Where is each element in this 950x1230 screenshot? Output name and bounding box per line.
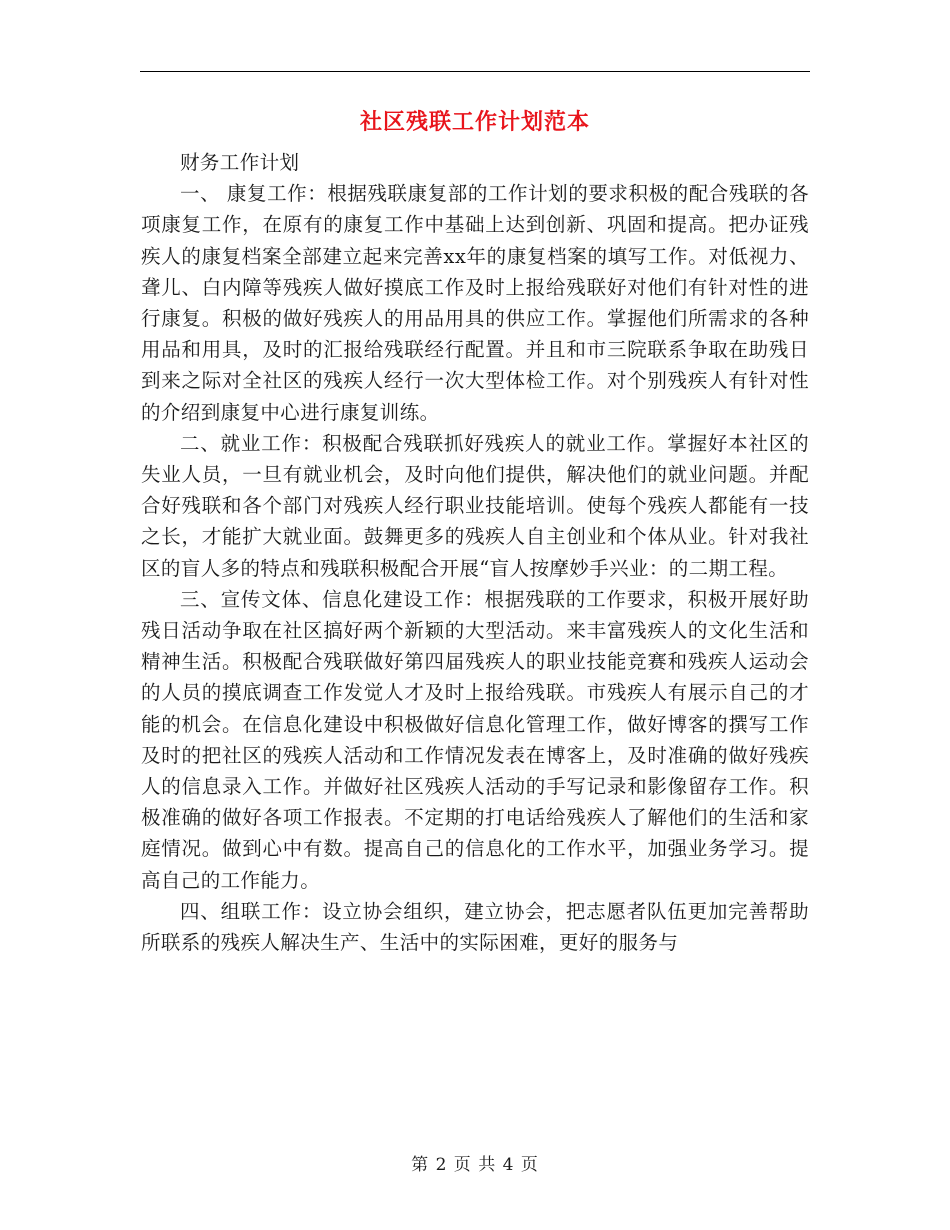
document-title: 社区残联工作计划范本 <box>359 110 590 135</box>
page-number: 第 2 页 共 4 页 <box>411 1155 539 1175</box>
section-label: 财务工作计划 <box>180 151 300 174</box>
paragraph-organization: 四、组联工作：设立协会组织，建立协会，把志愿者队伍更加完善帮助所联系的残疾人解决生产、生活中的实际困难，更好的服务与 <box>141 899 809 955</box>
paragraph-employment: 二、就业工作：积极配合残联抓好残疾人的就业工作。掌握好本社区的失业人员，一旦有就业机会，及时向他们提供，解决他们的就业问题。并配合好残联和各个部门对残疾人经行职业技能培训。使每个残疾人都能有一技之长，才能扩大就业面。鼓舞更多的残疾人自主创业和个体从业。针对我社区的盲人多的特点和残联积极配合开展“盲人按摩妙手兴业：的二期工程。 <box>141 431 809 580</box>
page-footer <box>140 1153 810 1177</box>
paragraph-publicity-informatization: 三、宣传文体、信息化建设工作：根据残联的工作要求，积极开展好助残日活动争取在社区搞好两个新颖的大型活动。来丰富残疾人的文化生活和精神生活。积极配合残联做好第四届残疾人的职业技能竞赛和残疾人运动会的人员的摸底调查工作发觉人才及时上报给残联。市残疾人有展示自己的才能的机会。在信息化建设中积极做好信息化管理工作，做好博客的撰写工作及时的把社区的残疾人活动和工作情况发表在博客上，及时准确的做好残疾人的信息录入工作。并做好社区残疾人活动的手写记录和影像留存工作。积极准确的做好各项工作报表。不定期的打电话给残疾人了解他们的生活和家庭情况。做到心中有数。提高自己的信息化的工作水平，加强业务学习。提高自己的工作能力。 <box>141 587 809 892</box>
header-rule <box>140 71 810 72</box>
document-body <box>141 147 809 958</box>
paragraph-rehabilitation: 一、 康复工作：根据残联康复部的工作计划的要求积极的配合残联的各项康复工作，在原有的康复工作中基础上达到创新、巩固和提高。把办证残疾人的康复档案全部建立起来完善xx年的康复档案的填写工作。对低视力、聋儿、白内障等残疾人做好摸底工作及时上报给残联好对他们有针对性的进行康复。积极的做好残疾人的用品用具的供应工作。掌握他们所需求的各种用品和用具，及时的汇报给残联经行配置。并且和市三院联系争取在助残日到来之际对全社区的残疾人经行一次大型体检工作。对个别残疾人有针对性的介绍到康复中心进行康复训练。 <box>141 182 809 424</box>
